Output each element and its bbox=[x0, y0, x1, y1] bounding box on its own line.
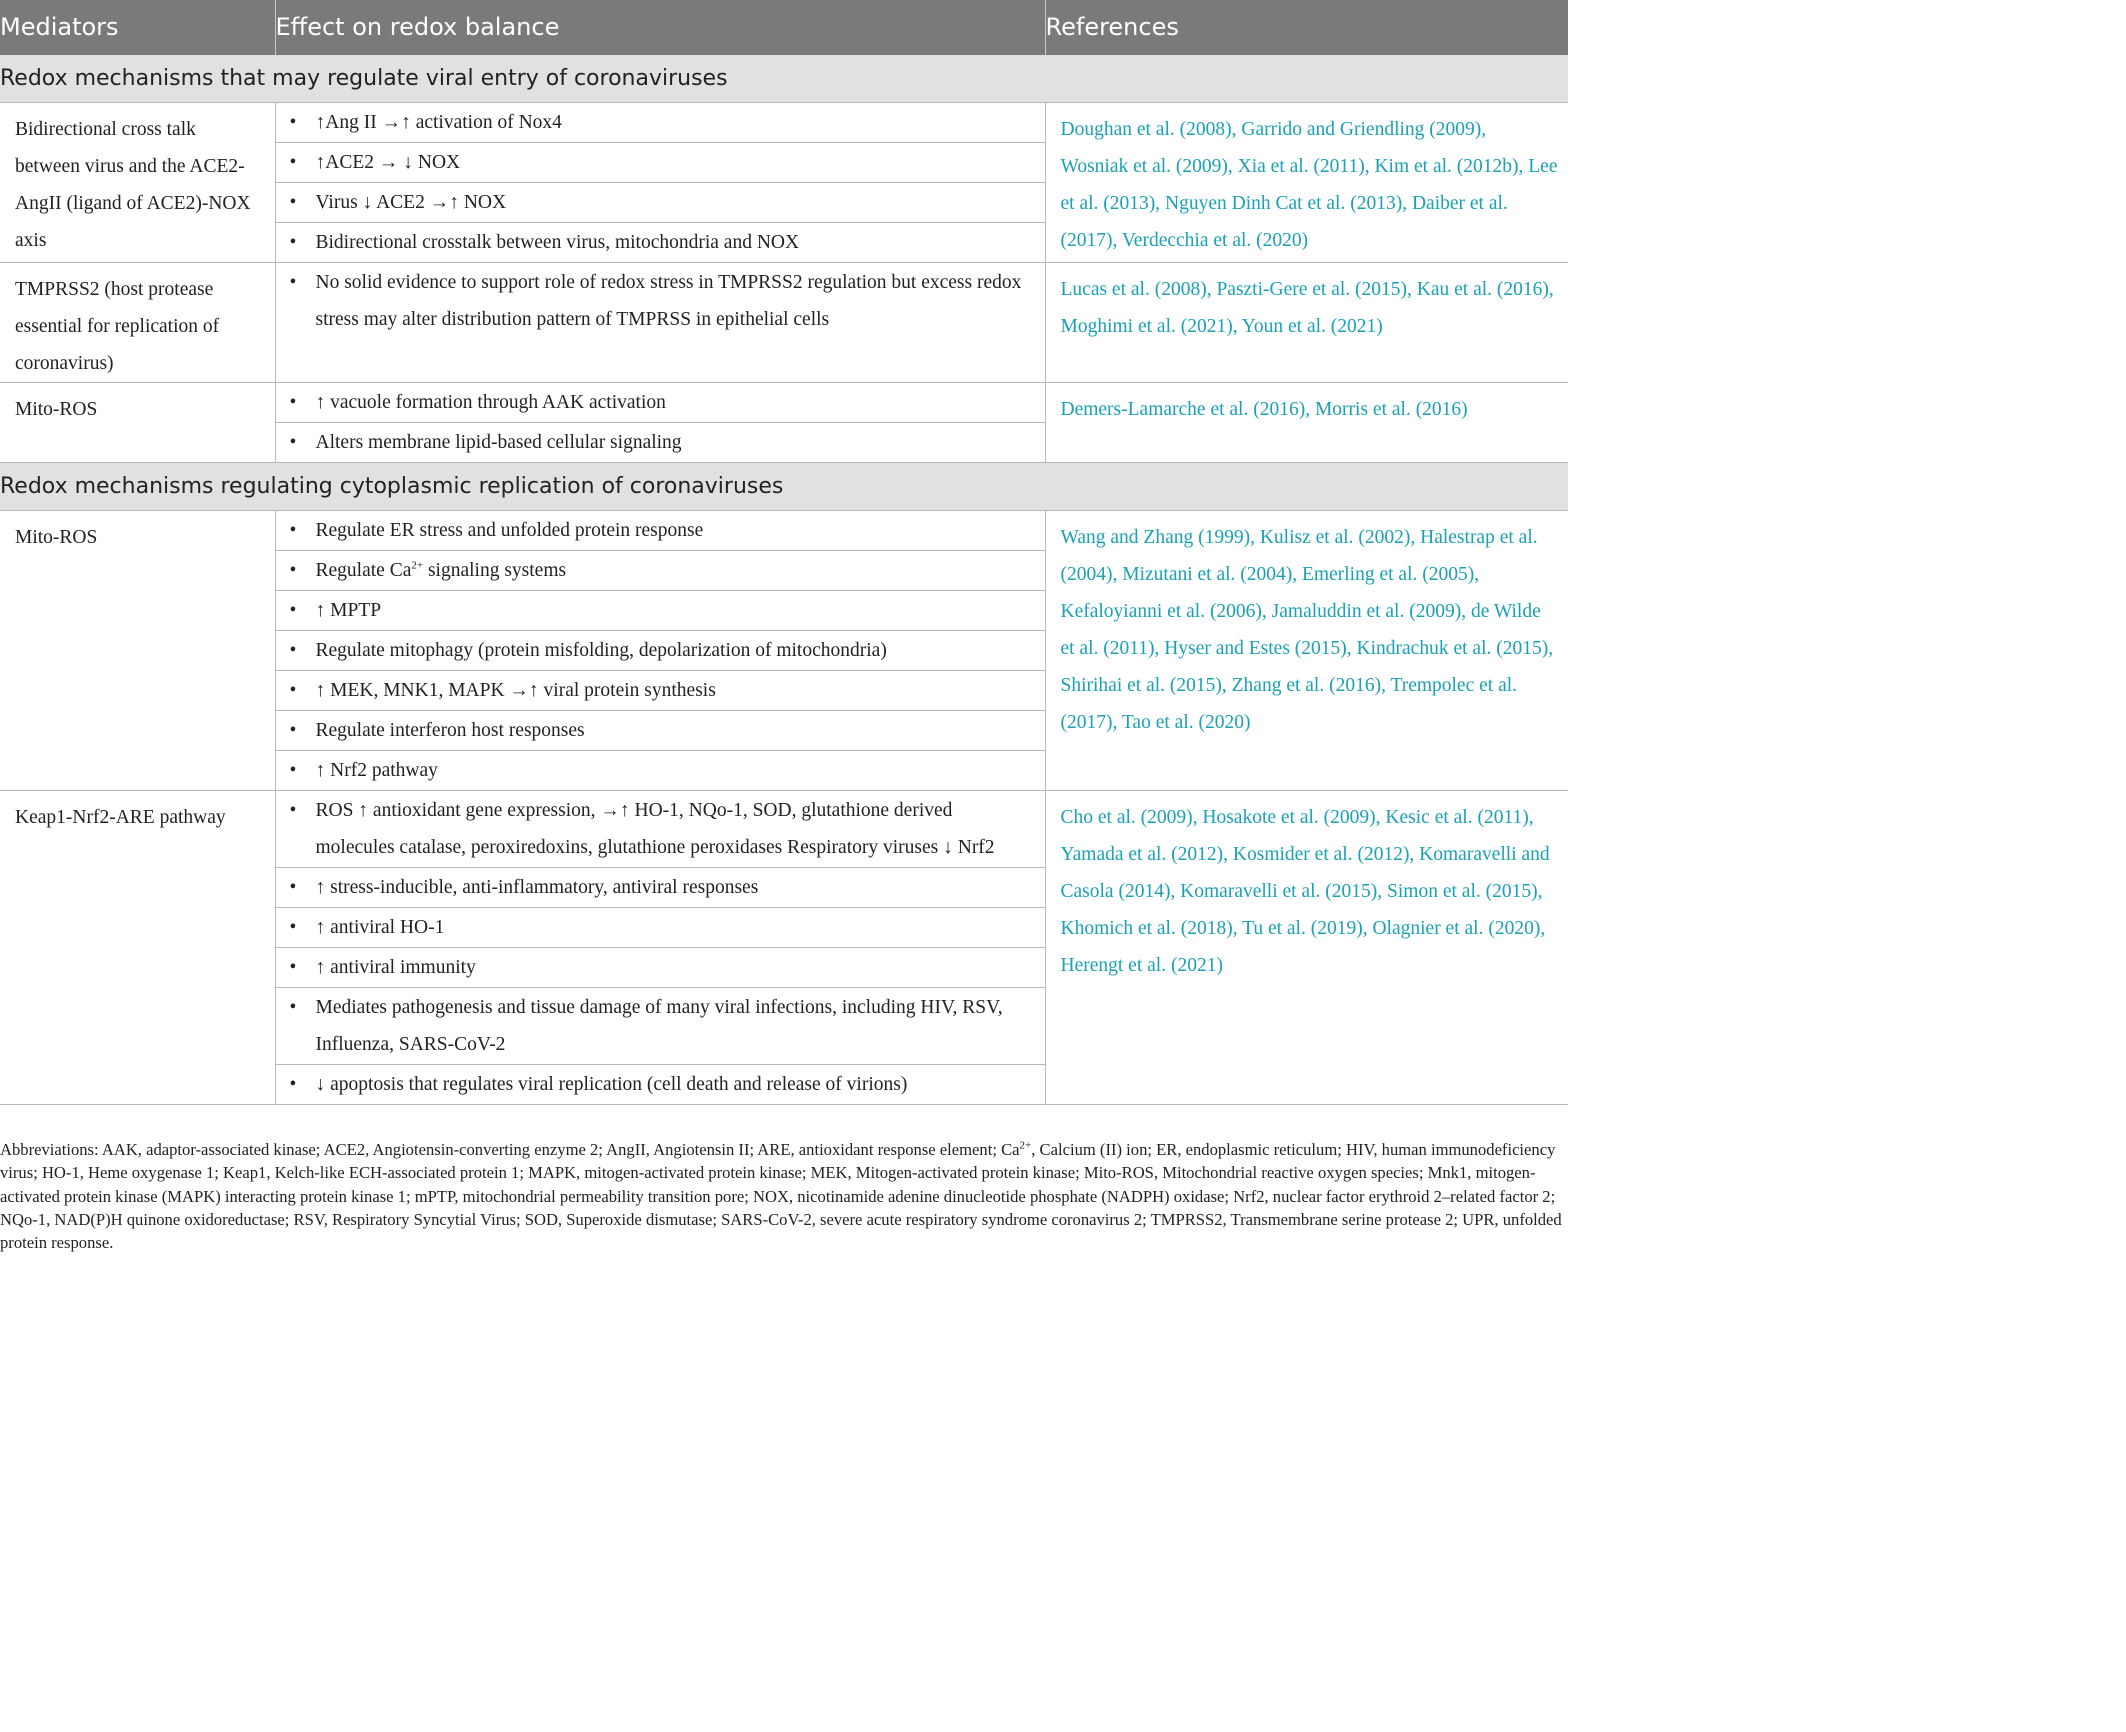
references-cell[interactable]: Lucas et al. (2008), Paszti-Gere et al. (2015), Kau et al. (2016), Moghimi et al. (2021), Youn et al. (2021) bbox=[1045, 263, 1568, 383]
redox-table bbox=[0, 0, 1568, 1105]
mediator-cell: Mito-ROS bbox=[0, 383, 275, 463]
effects-list bbox=[276, 383, 1045, 462]
effects-cell bbox=[275, 263, 1045, 383]
effect-item: • Regulate mitophagy (protein misfolding, depolarization of mitochondria) bbox=[276, 631, 1045, 671]
mediator-cell: TMPRSS2 (host protease essential for replication of coronavirus) bbox=[0, 263, 275, 383]
effect-item: • ↑ stress-inducible, anti-inflammatory, antiviral responses bbox=[276, 868, 1045, 908]
header-mediators: Mediators bbox=[0, 0, 275, 55]
effect-item: • Regulate $Ca^{2+}$ signaling systems bbox=[276, 551, 1045, 591]
table-row bbox=[0, 383, 1568, 463]
effect-item: • ↑ACE2 → ↓ NOX bbox=[276, 143, 1045, 183]
effect-item: • Alters membrane lipid-based cellular signaling bbox=[276, 423, 1045, 462]
effects-cell bbox=[275, 791, 1045, 1105]
effect-item: • ↑ MPTP bbox=[276, 591, 1045, 631]
effect-item: • No solid evidence to support role of redox stress in TMPRSS2 regulation but excess redox stress may alter distribution pattern of TMPRSS in epithelial cells bbox=[276, 263, 1045, 339]
effect-item: • Virus ↓ ACE2 →↑ NOX bbox=[276, 183, 1045, 223]
table-row bbox=[0, 103, 1568, 263]
effect-item: • ↑ vacuole formation through AAK activation bbox=[276, 383, 1045, 423]
section-title: Redox mechanisms regulating cytoplasmic replication of coronaviruses bbox=[0, 463, 1568, 511]
effects-cell bbox=[275, 103, 1045, 263]
references-cell[interactable]: Cho et al. (2009), Hosakote et al. (2009), Kesic et al. (2011), Yamada et al. (2012), Kosmider et al. (2012), Komaravelli and Casola (2014), Komaravelli et al. (2015), Simon et al. (2015), Khomich et al. (2018), Tu et al. (2019), Olagnier et al. (2020), Herengt et al. (2021) bbox=[1045, 791, 1568, 1105]
effects-cell bbox=[275, 511, 1045, 791]
table-row bbox=[0, 511, 1568, 791]
references-cell[interactable]: Doughan et al. (2008), Garrido and Griendling (2009), Wosniak et al. (2009), Xia et al. (2011), Kim et al. (2012b), Lee et al. (2013), Nguyen Dinh Cat et al. (2013), Daiber et al. (2017), Verdecchia et al. (2020) bbox=[1045, 103, 1568, 263]
section-row bbox=[0, 463, 1568, 511]
section-title: Redox mechanisms that may regulate viral entry of coronaviruses bbox=[0, 55, 1568, 103]
effect-item: • ↑Ang II →↑ activation of Nox4 bbox=[276, 103, 1045, 143]
effects-list bbox=[276, 103, 1045, 262]
effects-list bbox=[276, 791, 1045, 1104]
table-row bbox=[0, 791, 1568, 1105]
section-row bbox=[0, 55, 1568, 103]
effects-cell bbox=[275, 383, 1045, 463]
effects-list bbox=[276, 511, 1045, 790]
effect-item: • ROS ↑ antioxidant gene expression, →↑ HO-1, NQo-1, SOD, glutathione derived molecules catalase, peroxiredoxins, glutathione peroxidases Respiratory viruses ↓ Nrf2 bbox=[276, 791, 1045, 868]
effect-item: • ↓ apoptosis that regulates viral replication (cell death and release of virions) bbox=[276, 1065, 1045, 1104]
effect-item: • ↑ MEK, MNK1, MAPK →↑ viral protein synthesis bbox=[276, 671, 1045, 711]
mediator-cell: Bidirectional cross talk between virus and the ACE2-AngII (ligand of ACE2)-NOX axis bbox=[0, 103, 275, 263]
effect-item: • ↑ Nrf2 pathway bbox=[276, 751, 1045, 790]
effect-item: • Mediates pathogenesis and tissue damage of many viral infections, including HIV, RSV, Influenza, SARS-CoV-2 bbox=[276, 988, 1045, 1065]
header-references: References bbox=[1045, 0, 1568, 55]
table-row bbox=[0, 263, 1568, 383]
effect-item: • Regulate ER stress and unfolded protein response bbox=[276, 511, 1045, 551]
references-cell[interactable]: Demers-Lamarche et al. (2016), Morris et al. (2016) bbox=[1045, 383, 1568, 463]
mediator-cell: Keap1-Nrf2-ARE pathway bbox=[0, 791, 275, 1105]
header-effect: Effect on redox balance bbox=[275, 0, 1045, 55]
effect-item: • ↑ antiviral immunity bbox=[276, 948, 1045, 988]
effects-list bbox=[276, 263, 1045, 339]
references-cell[interactable]: Wang and Zhang (1999), Kulisz et al. (2002), Halestrap et al. (2004), Mizutani et al. (2004), Emerling et al. (2005), Kefaloyianni et al. (2006), Jamaluddin et al. (2009), de Wilde et al. (2011), Hyser and Estes (2015), Kindrachuk et al. (2015), Shirihai et al. (2015), Zhang et al. (2016), Trempolec et al. (2017), Tao et al. (2020) bbox=[1045, 511, 1568, 791]
effect-item: • ↑ antiviral HO-1 bbox=[276, 908, 1045, 948]
effect-item: • Regulate interferon host responses bbox=[276, 711, 1045, 751]
mediator-cell: Mito-ROS bbox=[0, 511, 275, 791]
abbreviations-footnote: Abbreviations: AAK, adaptor-associated kinase; ACE2, Angiotensin-converting enzyme 2; AngII, Angiotensin II; ARE, antioxidant response element; $Ca^{2+}$, Calcium (II) ion; ER, endoplasmic reticulum; HIV, human immunodeficiency virus; HO-1, Heme oxygenase 1; Keap1, Kelch-like ECH-associated protein 1; MAPK, mitogen-activated protein kinase; MEK, Mitogen-activated protein kinase; Mito-ROS, Mitochondrial reactive oxygen species; Mnk1, mitogen-activated protein kinase (MAPK) interacting protein kinase 1; mPTP, mitochondrial permeability transition pore; NOX, nicotinamide adenine dinucleotide phosphate (NADPH) oxidase; Nrf2, nuclear factor erythroid 2–related factor 2; NQo-1, NAD(P)H quinone oxidoreductase; RSV, Respiratory Syncytial Virus; SOD, Superoxide dismutase; SARS-CoV-2, severe acute respiratory syndrome coronavirus 2; TMPRSS2, Transmembrane serine protease 2; UPR, unfolded protein response. bbox=[0, 1139, 1562, 1253]
effect-item: • Bidirectional crosstalk between virus, mitochondria and NOX bbox=[276, 223, 1045, 262]
table-body bbox=[0, 55, 1568, 1105]
table-header-row bbox=[0, 0, 1568, 55]
